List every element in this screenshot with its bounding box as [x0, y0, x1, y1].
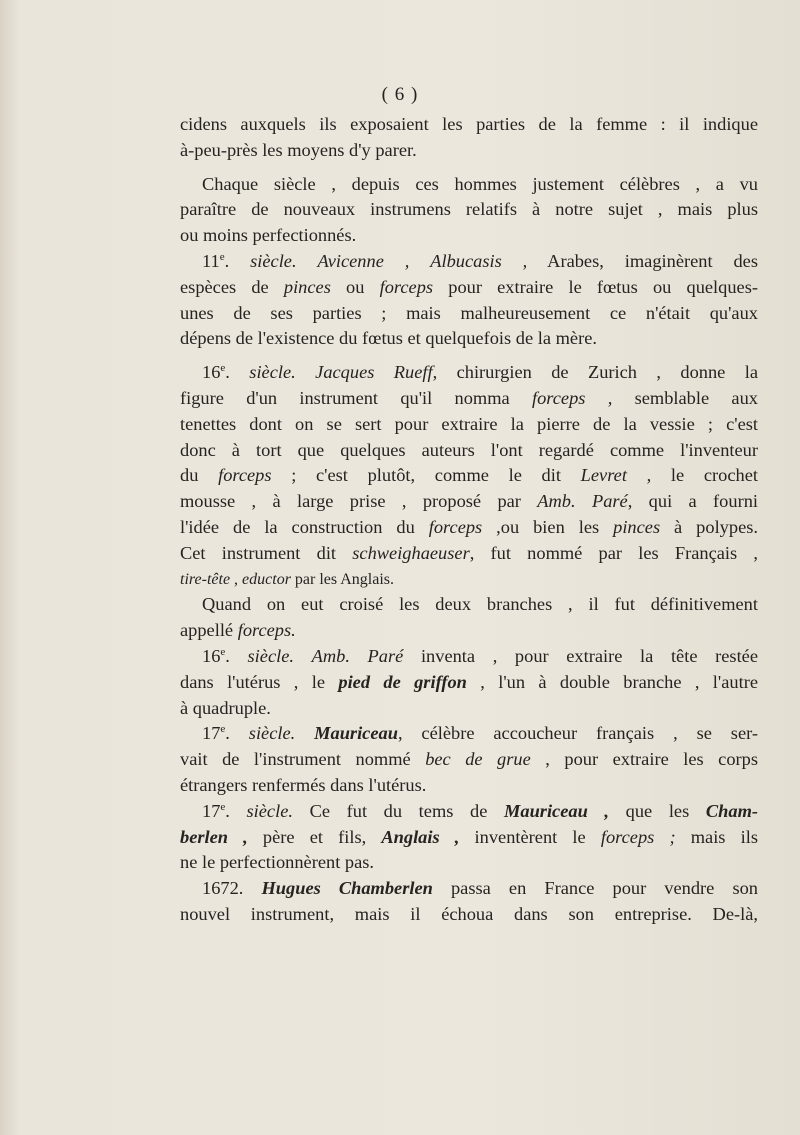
text-line: espèces de pinces ou forceps pour extraire le fœtus ou quelques-: [180, 276, 759, 297]
text-line: unes de ses parties ; mais malheureusement ce n'était qu'aux: [180, 302, 758, 323]
text-line: Cet instrument dit schweighaeuser, fut nommé par les Français ,: [180, 542, 758, 563]
text-line: donc à tort que quelques auteurs l'ont regardé comme l'inventeur: [180, 439, 758, 460]
text-line: du forceps ; c'est plutôt, comme le dit Levret , le crochet: [180, 465, 758, 486]
text-line: tenettes dont on se sert pour extraire la pierre de la vessie ; c'est: [180, 413, 758, 434]
page-text: [180, 112, 758, 928]
text-line: Quand on eut croisé les deux branches , il fut définitivement: [202, 594, 758, 615]
text-line: ne le perfectionnèrent pas.: [180, 852, 375, 873]
text-line: appellé forceps.: [180, 620, 296, 641]
text-line: mousse , à large prise , proposé par Amb. Paré, qui a fourni: [180, 491, 759, 512]
text-line: tire-tête , eductor par les Anglais.: [180, 570, 395, 588]
text-line: figure d'un instrument qu'il nomma forceps , semblable aux: [180, 387, 758, 408]
text-line: étrangers renfermés dans l'utérus.: [180, 774, 427, 795]
text-line: cidens auxquels ils exposaient les parties de la femme : il indique: [180, 114, 758, 134]
text-line: 16e. siècle. Amb. Paré inventa , pour extraire la tête restée: [202, 645, 758, 666]
text-line: 16e. siècle. Jacques Rueff, chirurgien de Zurich , donne la: [202, 362, 758, 383]
text-line: paraître de nouveaux instrumens relatifs à notre sujet , mais plus: [180, 199, 758, 220]
text-line: Chaque siècle , depuis ces hommes justement célèbres , a vu: [202, 173, 758, 194]
text-line: ou moins perfectionnés.: [180, 225, 357, 246]
text-line: 17e. siècle. Ce fut du tems de Mauriceau , que les Cham-: [202, 800, 758, 821]
text-line: 17e. siècle. Mauriceau, célèbre accoucheur français , se ser-: [202, 723, 758, 744]
text-line: 11e. siècle. Avicenne , Albucasis , Arabes, imaginèrent des: [202, 250, 758, 271]
text-line: l'idée de la construction du forceps ,ou bien les pinces à polypes.: [180, 516, 758, 537]
text-line: berlen , père et fils, Anglais , inventèrent le forceps ; mais ils: [180, 826, 758, 847]
text-line: à-peu-près les moyens d'y parer.: [180, 139, 417, 160]
text-line: nouvel instrument, mais il échoua dans son entreprise. De-là,: [180, 903, 758, 924]
text-line: 1672. Hugues Chamberlen passa en France pour vendre son: [202, 878, 758, 899]
text-line: à quadruple.: [180, 697, 271, 718]
page-number: ( 6 ): [381, 84, 419, 105]
text-line: dans l'utérus , le pied de griffon , l'un à double branche , l'autre: [180, 671, 758, 692]
text-line: dépens de l'existence du fœtus et quelquefois de la mère.: [180, 328, 597, 349]
text-line: vait de l'instrument nommé bec de grue , pour extraire les corps: [180, 749, 758, 770]
